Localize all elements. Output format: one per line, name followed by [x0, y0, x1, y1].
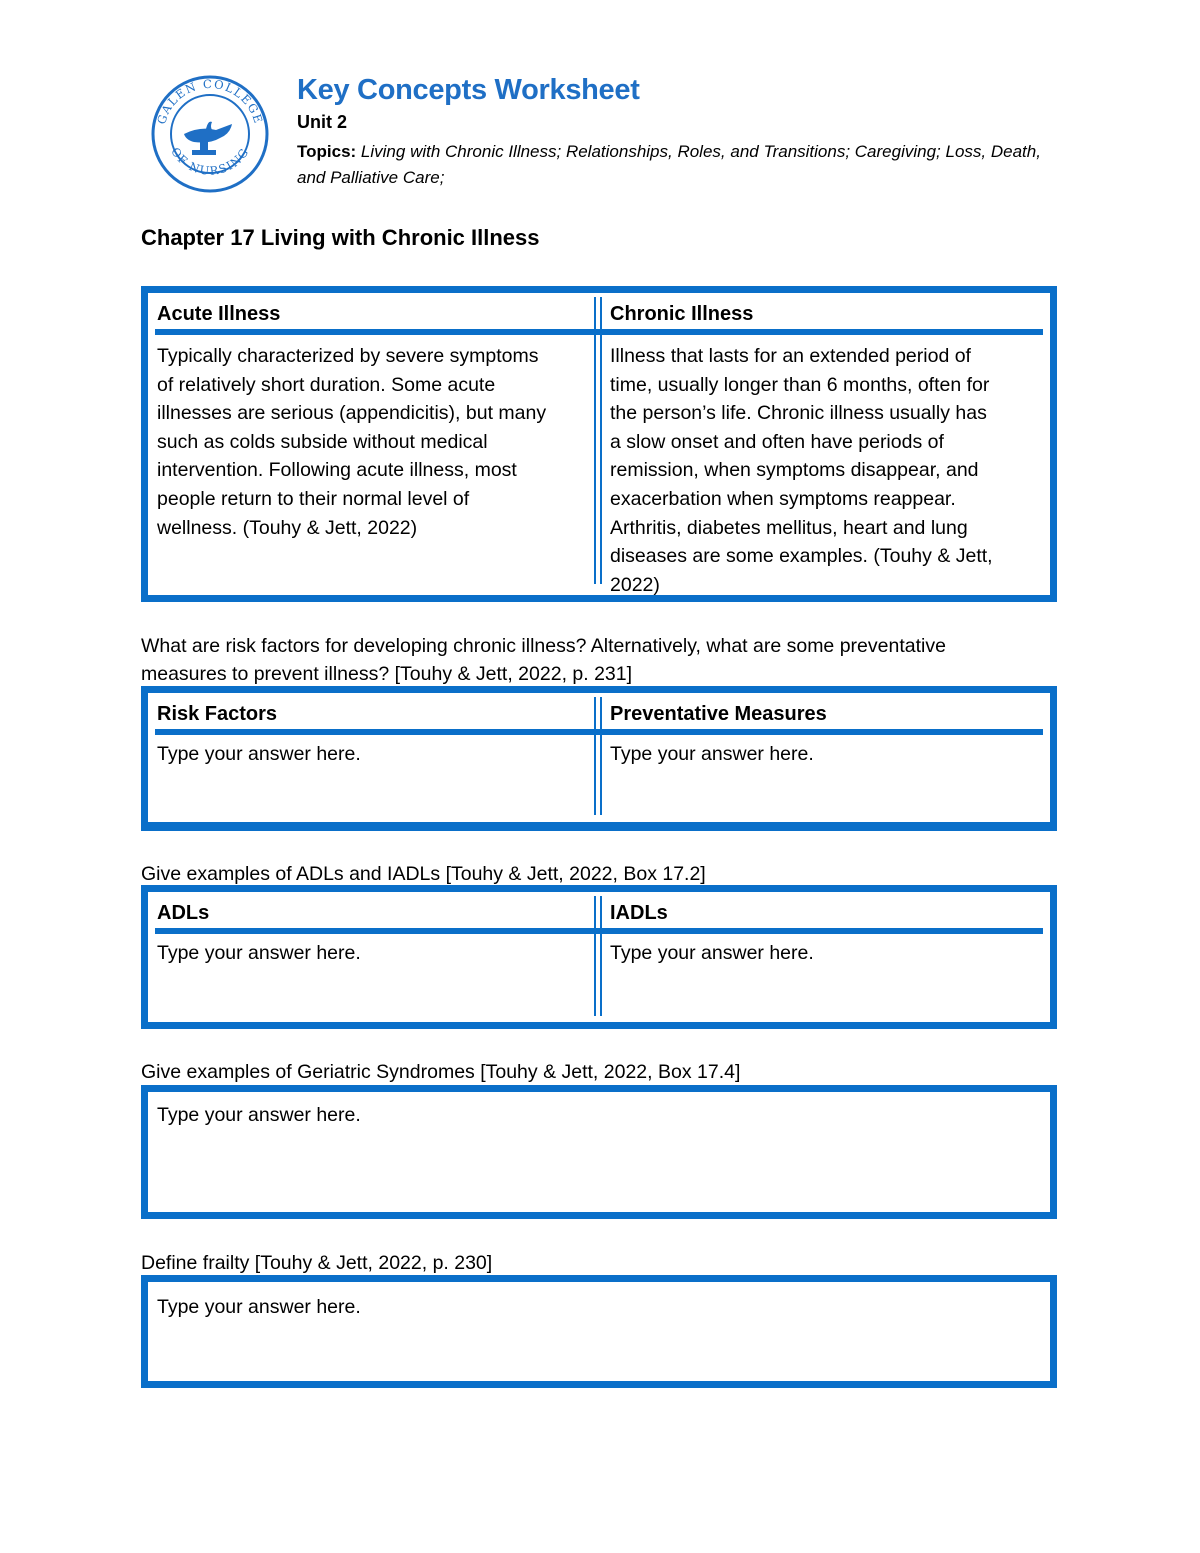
iadls-header: IADLs: [610, 902, 668, 924]
text-line: people return to their normal level of: [157, 487, 470, 510]
risk-preventative-table: [141, 686, 1057, 831]
column-divider: [594, 896, 596, 1016]
question-geriatric-syndromes: Give examples of Geriatric Syndromes [Touhy & Jett, 2022, Box 17.4]: [141, 1061, 741, 1083]
text-line: such as colds subside without medical: [157, 430, 488, 453]
question-adls: Give examples of ADLs and IADLs [Touhy & Jett, 2022, Box 17.2]: [141, 863, 706, 885]
chronic-illness-text: [610, 342, 1050, 599]
topics-text: Living with Chronic Illness; Relationships, Roles, and Transitions; Caregiving; Loss, Death, and Palliative Care;: [297, 142, 1041, 187]
question-frailty: Define frailty [Touhy & Jett, 2022, p. 230]: [141, 1252, 493, 1274]
column-divider: [600, 297, 602, 584]
text-line: Arthritis, diabetes mellitus, heart and lung: [610, 516, 968, 539]
column-divider: [594, 697, 596, 815]
text-line: 2022): [610, 573, 660, 596]
college-logo: [150, 74, 270, 194]
text-line: the person’s life. Chronic illness usually has: [610, 402, 987, 425]
question-risk-factors: [141, 632, 946, 688]
worksheet-title: Key Concepts Worksheet: [297, 74, 640, 106]
text-line: intervention. Following acute illness, most: [157, 459, 517, 482]
text-line: remission, when symptoms disappear, and: [610, 459, 979, 482]
chronic-illness-header: Chronic Illness: [610, 303, 754, 325]
bottom-rule: [148, 822, 1050, 824]
acute-chronic-table: [141, 286, 1057, 602]
text-line: diseases are some examples. (Touhy & Jett,: [610, 545, 993, 568]
unit-label: Unit 2: [297, 112, 348, 132]
text-line: of relatively short duration. Some acute: [157, 373, 496, 396]
preventative-measures-header: Preventative Measures: [610, 703, 827, 725]
text-line: Typically characterized by severe symptoms: [157, 345, 539, 367]
adls-answer[interactable]: Type your answer here.: [157, 942, 361, 964]
frailty-box: [141, 1275, 1057, 1388]
preventative-measures-answer[interactable]: Type your answer here.: [610, 743, 814, 765]
column-divider: [600, 896, 602, 1016]
text-line: a slow onset and often have periods of: [610, 430, 944, 453]
text-line: time, usually longer than 6 months, often for: [610, 373, 990, 396]
svg-text:OF NURSING: OF NURSING: [168, 144, 252, 179]
header-divider: [155, 329, 1043, 335]
iadls-answer[interactable]: Type your answer here.: [610, 942, 814, 964]
topics-line: [297, 139, 1057, 191]
frailty-answer[interactable]: Type your answer here.: [157, 1296, 361, 1318]
text-line: Illness that lasts for an extended period of: [610, 345, 971, 367]
svg-text:GALEN COLLEGE: GALEN COLLEGE: [154, 76, 266, 126]
topics-label: Topics:: [297, 142, 357, 161]
text-line: exacerbation when symptoms reappear.: [610, 487, 956, 510]
geriatric-syndromes-box: [141, 1085, 1057, 1219]
header-divider: [155, 729, 1043, 735]
question-line: What are risk factors for developing chronic illness? Alternatively, what are some preventative: [141, 635, 946, 657]
column-divider: [594, 297, 596, 584]
risk-factors-header: Risk Factors: [157, 703, 278, 725]
text-line: illnesses are serious (appendicitis), but many: [157, 402, 547, 425]
adls-header: ADLs: [157, 902, 210, 924]
chapter-heading: Chapter 17 Living with Chronic Illness: [141, 225, 540, 250]
question-line: measures to prevent illness? [Touhy & Jett, 2022, p. 231]: [141, 663, 633, 685]
geriatric-syndromes-answer[interactable]: Type your answer here.: [157, 1104, 361, 1126]
column-divider: [600, 697, 602, 815]
risk-factors-answer[interactable]: Type your answer here.: [157, 743, 361, 765]
acute-illness-text: [157, 342, 592, 542]
text-line: wellness. (Touhy & Jett, 2022): [157, 516, 418, 539]
acute-illness-header: Acute Illness: [157, 303, 281, 325]
header-divider: [155, 928, 1043, 934]
adls-iadls-table: [141, 885, 1057, 1029]
